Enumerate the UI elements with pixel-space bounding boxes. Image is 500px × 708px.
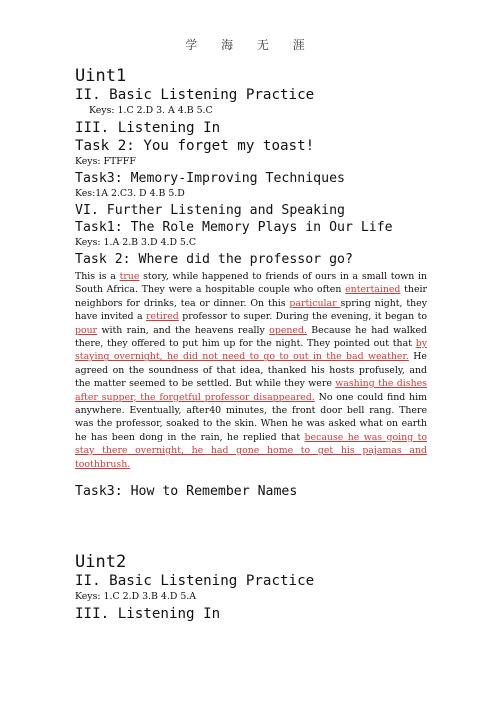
unit2-listening-in-heading: III. Listening In: [75, 606, 221, 623]
document-body: [75, 66, 427, 623]
unit1-further-listening-heading: VI. Further Listening and Speaking: [75, 203, 345, 218]
story-text: story, while happened to friends of ours in a small town in South Africa. They were a hospitable couple who often: [75, 271, 427, 296]
unit1-basic-listening-heading: II. Basic Listening Practice: [75, 87, 315, 103]
unit1-title: Uint1: [75, 66, 127, 86]
story-highlight: retired: [145, 311, 179, 323]
story-text: He agreed on the soundness of that idea, thanked his hosts profusely, and the matter seemed to be settled. But while they were: [75, 351, 427, 390]
unit1-basic-listening-keys: Keys: 1.C 2.D 3. A 4.B 5.C: [89, 105, 213, 116]
unit2-basic-listening-keys: Keys: 1.C 2.D 3.B 4.D 5.A: [75, 591, 197, 603]
story-paragraph: [75, 270, 427, 471]
unit1-further-task1-keys: Keys: 1.A 2.B 3.D 4.D 5.C: [75, 237, 197, 248]
spacer: [75, 471, 427, 483]
unit1-task2-heading: Task 2: You forget my toast!: [75, 138, 315, 154]
story-highlight: opened.: [269, 324, 307, 336]
unit1-task3-heading: Task3: Memory-Improving Techniques: [75, 171, 345, 186]
story-highlight: by staying overnight, he did not need to go to out in the bad weather.: [75, 338, 427, 363]
story-highlight: entertained: [345, 284, 401, 296]
story-text: their neighbors for drinks, tea or dinner. On this: [75, 284, 427, 309]
unit1-further-task1-heading: Task1: The Role Memory Plays in Our Life: [75, 220, 393, 235]
story-highlight: true: [119, 271, 140, 282]
story-text: professor to super. During the evening, it began to: [178, 311, 427, 323]
unit1-task3-keys: Kes:1A 2.C3. D 4.B 5.D: [75, 188, 185, 199]
unit1-further-task2-heading: Task 2: Where did the professor go?: [75, 252, 353, 267]
story-highlight: pour: [75, 324, 98, 336]
story-text: No one could find him anywhere. Eventually, after40 minutes, the front door bell rang. There was the professor, soaked to the skin. When he was asked what on earth he has been dong in the rain, he replied that: [75, 391, 427, 443]
unit1-further-task3-heading: Task3: How to Remember Names: [75, 484, 298, 500]
page-header: 学 海 无 涯: [185, 38, 315, 52]
story-highlight: particular: [289, 297, 341, 309]
unit2-title: Uint2: [75, 552, 127, 573]
story-text: with rain, and the heavens really: [97, 324, 270, 336]
unit1-task2-keys: Keys: FTFFF: [75, 156, 136, 167]
story-text: spring night, they have invited a: [75, 297, 427, 323]
spacer: [75, 500, 427, 552]
story-text: Because he had walked there, they offered to put him up for the night. They pointed out that: [75, 324, 427, 350]
unit2-basic-listening-heading: II. Basic Listening Practice: [75, 573, 315, 590]
story-text: This is a: [75, 271, 120, 282]
story-highlight: washing the dishes after supper, the forgetful professor disappeared.: [75, 378, 427, 403]
unit1-listening-in-heading: III. Listening In: [75, 120, 221, 136]
story-highlight: because he was going to stay there overnight, he had gone home to get his pajamas and toothbrush.: [75, 431, 427, 470]
